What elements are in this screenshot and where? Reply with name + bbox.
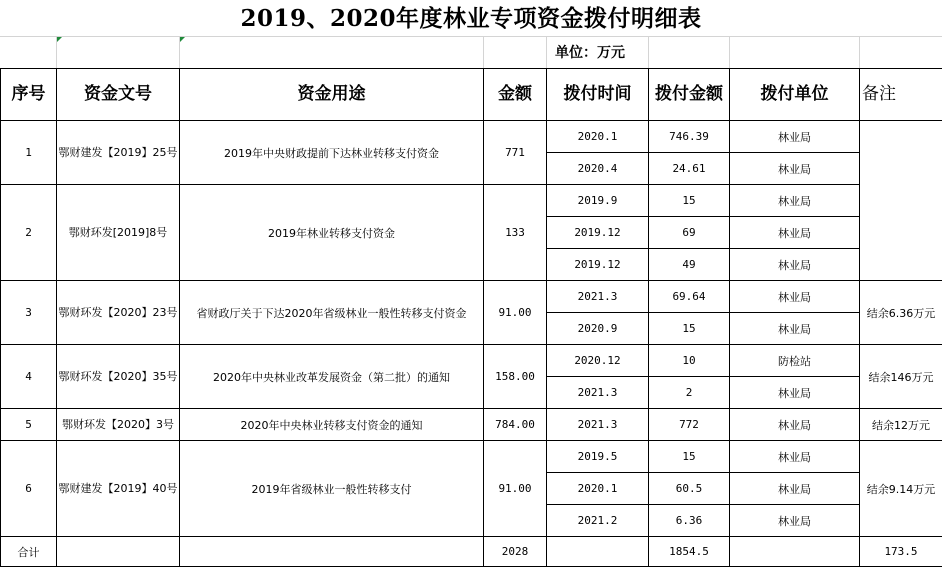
comment-marker-icon[interactable] — [57, 37, 62, 42]
total-empty-cell[interactable] — [57, 537, 180, 567]
cell-date[interactable]: 2021.3 — [547, 281, 649, 313]
cell-paid-amount[interactable]: 24.61 — [649, 153, 730, 185]
total-note[interactable]: 173.5 — [860, 537, 942, 567]
grid-line — [483, 36, 484, 68]
cell-purpose[interactable]: 2020年中央林业改革发展资金（第二批）的通知 — [180, 345, 484, 409]
cell-seq[interactable]: 6 — [1, 441, 57, 537]
cell-purpose[interactable]: 2019年中央财政提前下达林业转移支付资金 — [180, 121, 484, 185]
cell-paid-amount[interactable]: 6.36 — [649, 505, 730, 537]
cell-date[interactable]: 2019.12 — [547, 249, 649, 281]
table-row — [1, 121, 942, 153]
total-empty-cell[interactable] — [547, 537, 649, 567]
cell-amount[interactable]: 784.00 — [484, 409, 547, 441]
cell-seq[interactable]: 5 — [1, 409, 57, 441]
grid-line — [0, 36, 942, 37]
table-row — [1, 409, 942, 441]
total-empty-cell[interactable] — [730, 537, 860, 567]
grid-line — [546, 36, 547, 68]
header-unit: 拨付单位 — [730, 69, 860, 121]
total-paid[interactable]: 1854.5 — [649, 537, 730, 567]
cell-unit[interactable]: 林业局 — [730, 441, 860, 473]
cell-paid-amount[interactable]: 746.39 — [649, 121, 730, 153]
cell-purpose[interactable]: 2019年林业转移支付资金 — [180, 185, 484, 281]
cell-doc-no[interactable]: 鄂财建发【2019】40号 — [57, 441, 180, 537]
table-row — [1, 345, 942, 377]
cell-unit[interactable]: 林业局 — [730, 281, 860, 313]
cell-paid-amount[interactable]: 15 — [649, 313, 730, 345]
cell-paid-amount[interactable]: 2 — [649, 377, 730, 409]
cell-unit[interactable]: 林业局 — [730, 121, 860, 153]
cell-seq[interactable]: 1 — [1, 121, 57, 185]
cell-unit[interactable]: 林业局 — [730, 249, 860, 281]
header-doc-no: 资金文号 — [57, 69, 180, 121]
header-date: 拨付时间 — [547, 69, 649, 121]
header-row — [1, 69, 942, 121]
total-amount[interactable]: 2028 — [484, 537, 547, 567]
header-amount: 金额 — [484, 69, 547, 121]
cell-amount[interactable]: 133 — [484, 185, 547, 281]
grid-line — [859, 36, 860, 68]
cell-amount[interactable]: 91.00 — [484, 441, 547, 537]
cell-paid-amount[interactable]: 10 — [649, 345, 730, 377]
cell-note[interactable]: 结余146万元 — [860, 345, 942, 409]
cell-unit[interactable]: 林业局 — [730, 217, 860, 249]
cell-paid-amount[interactable]: 772 — [649, 409, 730, 441]
cell-note[interactable]: 结余9.14万元 — [860, 441, 942, 537]
cell-seq[interactable]: 3 — [1, 281, 57, 345]
cell-purpose[interactable]: 2020年中央林业转移支付资金的通知 — [180, 409, 484, 441]
cell-paid-amount[interactable]: 49 — [649, 249, 730, 281]
cell-unit[interactable]: 林业局 — [730, 153, 860, 185]
header-paid-amount: 拨付金额 — [649, 69, 730, 121]
sheet-title: 2019、2020年度林业专项资金拨付明细表 — [240, 5, 702, 32]
cell-date[interactable]: 2021.2 — [547, 505, 649, 537]
cell-note[interactable]: 结余12万元 — [860, 409, 942, 441]
total-empty-cell[interactable] — [180, 537, 484, 567]
cell-purpose[interactable]: 2019年省级林业一般性转移支付 — [180, 441, 484, 537]
cell-date[interactable]: 2021.3 — [547, 409, 649, 441]
grid-line — [729, 36, 730, 68]
cell-amount[interactable]: 158.00 — [484, 345, 547, 409]
cell-note[interactable]: 结余6.36万元 — [860, 281, 942, 345]
cell-paid-amount[interactable]: 69 — [649, 217, 730, 249]
total-row — [1, 537, 942, 567]
cell-doc-no[interactable]: 鄂财环发【2020】35号 — [57, 345, 180, 409]
cell-date[interactable]: 2021.3 — [547, 377, 649, 409]
cell-date[interactable]: 2020.1 — [547, 473, 649, 505]
cell-unit[interactable]: 林业局 — [730, 185, 860, 217]
cell-doc-no[interactable]: 鄂财建发【2019】25号 — [57, 121, 180, 185]
allocation-table — [0, 68, 942, 567]
cell-unit[interactable]: 林业局 — [730, 409, 860, 441]
cell-date[interactable]: 2020.9 — [547, 313, 649, 345]
cell-unit[interactable]: 林业局 — [730, 377, 860, 409]
cell-date[interactable]: 2019.12 — [547, 217, 649, 249]
cell-seq[interactable]: 4 — [1, 345, 57, 409]
cell-date[interactable]: 2019.5 — [547, 441, 649, 473]
table-row — [1, 281, 942, 313]
cell-date[interactable]: 2020.4 — [547, 153, 649, 185]
table-row — [1, 185, 942, 217]
header-seq: 序号 — [1, 69, 57, 121]
cell-paid-amount[interactable]: 60.5 — [649, 473, 730, 505]
total-label[interactable]: 合计 — [1, 537, 57, 567]
header-note: 备注 — [860, 69, 942, 121]
cell-doc-no[interactable]: 鄂财环发【2020】3号 — [57, 409, 180, 441]
cell-date[interactable]: 2019.9 — [547, 185, 649, 217]
cell-amount[interactable]: 91.00 — [484, 281, 547, 345]
cell-amount[interactable]: 771 — [484, 121, 547, 185]
unit-label: 单位：万元 — [555, 45, 625, 61]
cell-purpose[interactable]: 省财政厅关于下达2020年省级林业一般性转移支付资金 — [180, 281, 484, 345]
cell-unit[interactable]: 防检站 — [730, 345, 860, 377]
comment-marker-icon[interactable] — [180, 37, 185, 42]
cell-date[interactable]: 2020.1 — [547, 121, 649, 153]
table-row — [1, 441, 942, 473]
cell-paid-amount[interactable]: 15 — [649, 185, 730, 217]
cell-unit[interactable]: 林业局 — [730, 505, 860, 537]
cell-doc-no[interactable]: 鄂财环发【2020】23号 — [57, 281, 180, 345]
grid-line — [648, 36, 649, 68]
cell-unit[interactable]: 林业局 — [730, 473, 860, 505]
cell-unit[interactable]: 林业局 — [730, 313, 860, 345]
cell-paid-amount[interactable]: 69.64 — [649, 281, 730, 313]
header-purpose: 资金用途 — [180, 69, 484, 121]
cell-paid-amount[interactable]: 15 — [649, 441, 730, 473]
cell-seq[interactable]: 2 — [1, 185, 57, 281]
cell-note[interactable] — [860, 121, 942, 281]
cell-doc-no[interactable]: 鄂财环发[2019]8号 — [57, 185, 180, 281]
cell-date[interactable]: 2020.12 — [547, 345, 649, 377]
